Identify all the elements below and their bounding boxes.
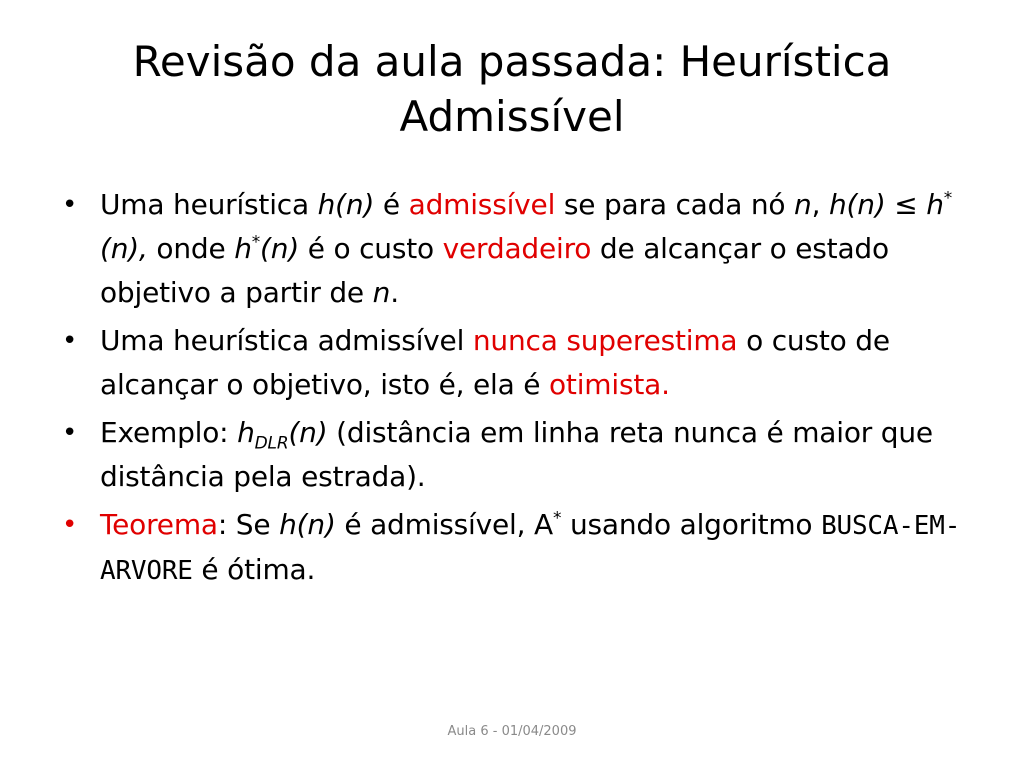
text-run: (n) [260, 232, 300, 265]
bullet-list [62, 183, 977, 597]
bullet-text [100, 508, 960, 586]
text-run: , [811, 188, 829, 221]
slide-footer: Aula 6 - 01/04/2009 [447, 724, 577, 739]
bullet-text [100, 324, 890, 401]
bullet-text [100, 188, 952, 309]
slide-title-line-1: Revisão da aula passada: Heurística [132, 37, 892, 86]
highlighted-term: Teorema [100, 508, 218, 541]
text-run: Uma heurística admissível [100, 324, 473, 357]
bullet-item [62, 411, 977, 499]
text-run: Uma heurística [100, 188, 318, 221]
text-run: é [374, 188, 409, 221]
text-run: n [794, 188, 812, 221]
text-run: h [237, 416, 255, 449]
text-run: * [251, 232, 261, 253]
text-run: DLR [254, 433, 289, 454]
text-run: é admissível, A [335, 508, 553, 541]
highlighted-term: otimista. [549, 368, 670, 401]
text-run: h [234, 232, 252, 265]
text-run: o custo de alcançar o objetivo, isto é, ela é [100, 324, 890, 401]
text-run: (n) [288, 416, 328, 449]
text-run: se para cada nó [555, 188, 795, 221]
text-run: é o custo [299, 232, 443, 265]
text-run: h(n) [317, 188, 375, 221]
highlighted-term: verdadeiro [442, 232, 592, 265]
text-run: * [943, 188, 953, 209]
text-run: . [390, 276, 399, 309]
text-run: * [552, 508, 562, 529]
text-run: Exemplo: [100, 416, 238, 449]
highlighted-term: nunca superestima [472, 324, 738, 357]
bullet-dot-icon: • [62, 326, 78, 356]
slide-title-line-2: Admissível [399, 92, 625, 141]
bullet-text [100, 416, 933, 493]
text-run: h(n) ≤ h [829, 188, 944, 221]
bullet-dot-icon: • [62, 418, 78, 448]
bullet-dot-icon: • [62, 510, 78, 540]
text-run: de alcançar o estado objetivo a partir de [100, 232, 889, 309]
text-run: : Se [217, 508, 280, 541]
text-run: usando algoritmo [561, 508, 822, 541]
highlighted-term: admissível [408, 188, 556, 221]
algorithm-name: BUSCA-EM-ARVORE [100, 511, 961, 586]
text-run: h(n) [279, 508, 336, 541]
text-run: é ótima. [192, 553, 316, 586]
text-run: n [372, 276, 391, 309]
bullet-dot-icon: • [62, 190, 78, 220]
bullet-item [62, 183, 977, 315]
bullet-item [62, 503, 977, 593]
text-run: (n), [100, 232, 148, 265]
text-run: (distância em linha reta nunca é maior que distância pela estrada). [100, 416, 933, 493]
text-run: onde [147, 232, 235, 265]
bullet-item [62, 319, 977, 407]
slide-title [60, 34, 964, 144]
